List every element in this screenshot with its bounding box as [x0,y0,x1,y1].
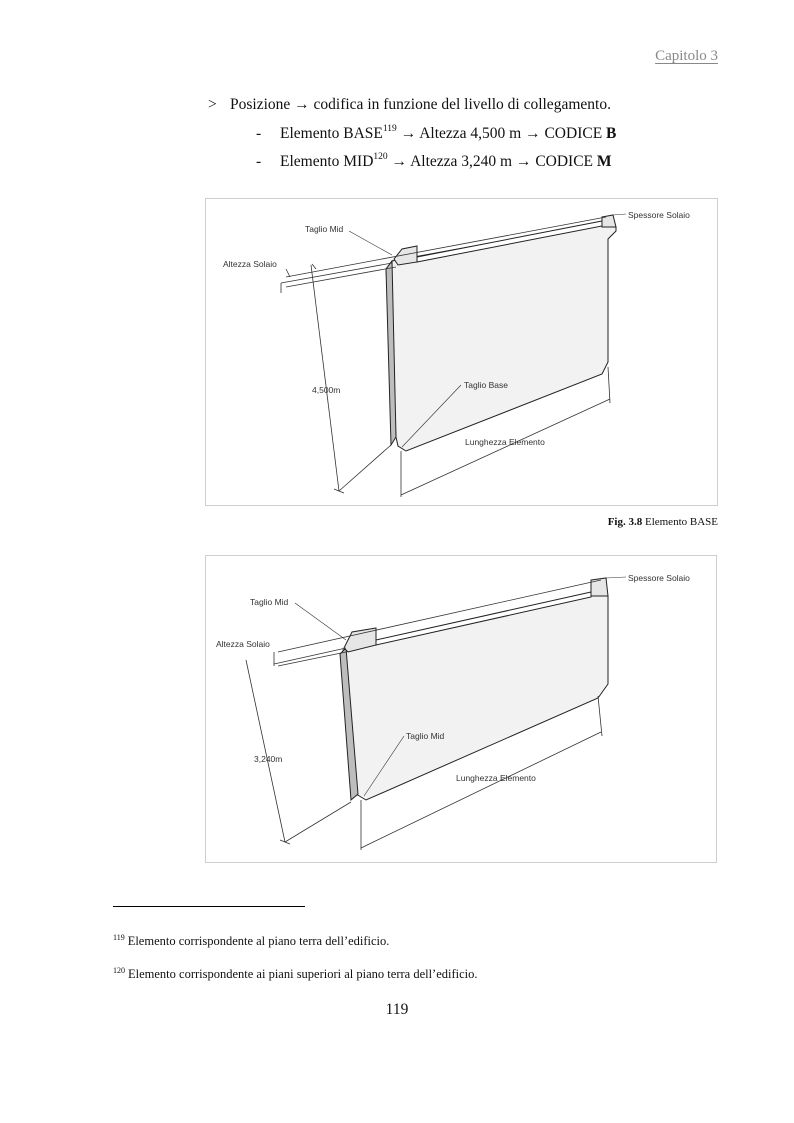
label-height: 4,500m [312,385,341,395]
label-spessore-solaio: Spessore Solaio [628,573,690,583]
item-dash: - [256,153,262,170]
bullet-position [208,96,611,114]
label-spessore-solaio: Spessore Solaio [628,210,690,220]
item-mid-label: Elemento MID [280,153,374,170]
bullet-marker: > [208,96,217,113]
label-height: 3,240m [254,754,283,764]
label-altezza-solaio: Altezza Solaio [223,259,277,269]
caption-label: Fig. 3.8 [607,516,643,528]
item-mid [256,152,612,171]
caption-text: Elemento BASE [642,516,718,528]
label-taglio-mid: Taglio Mid [305,224,344,234]
page-number: 119 [385,1001,409,1018]
footnote-text: Elemento corrispondente al piano terra dell’edificio. [127,934,390,948]
footnote-number: 119 [113,933,125,942]
item-base [256,124,616,143]
chapter-header: Capitolo 3 [655,48,718,64]
item-base-rest: → Altezza 4,500 m → CODICE [396,125,607,142]
footnote-ref-119[interactable]: 119 [382,124,397,134]
item-base-code: B [606,125,617,142]
label-taglio-mid-bottom: Taglio Mid [406,731,445,741]
footnote-ref-120[interactable]: 120 [373,152,388,162]
item-mid-code: M [596,153,612,170]
figure-base [205,198,718,506]
label-taglio-mid-top: Taglio Mid [250,597,289,607]
footnote-number: 120 [113,966,125,975]
figure-mid [205,555,717,863]
bullet-text: Posizione → codifica in funzione del livello di collegamento. [230,96,611,113]
footnote-120 [113,966,478,982]
figure-mid-drawing [206,556,718,864]
footnote-text: Elemento corrispondente ai piani superiori al piano terra dell’edificio. [128,967,478,981]
footnote-119 [113,933,389,949]
item-dash: - [256,125,262,142]
label-lunghezza: Lunghezza Elemento [456,773,536,783]
footnote-separator [113,906,305,907]
figure-base-caption [608,516,718,528]
item-mid-rest: → Altezza 3,240 m → CODICE [387,153,597,170]
item-base-label: Elemento BASE [280,125,383,142]
label-lunghezza: Lunghezza Elemento [465,437,545,447]
label-taglio-base: Taglio Base [464,380,508,390]
figure-base-drawing [206,199,719,507]
label-altezza-solaio: Altezza Solaio [216,639,270,649]
